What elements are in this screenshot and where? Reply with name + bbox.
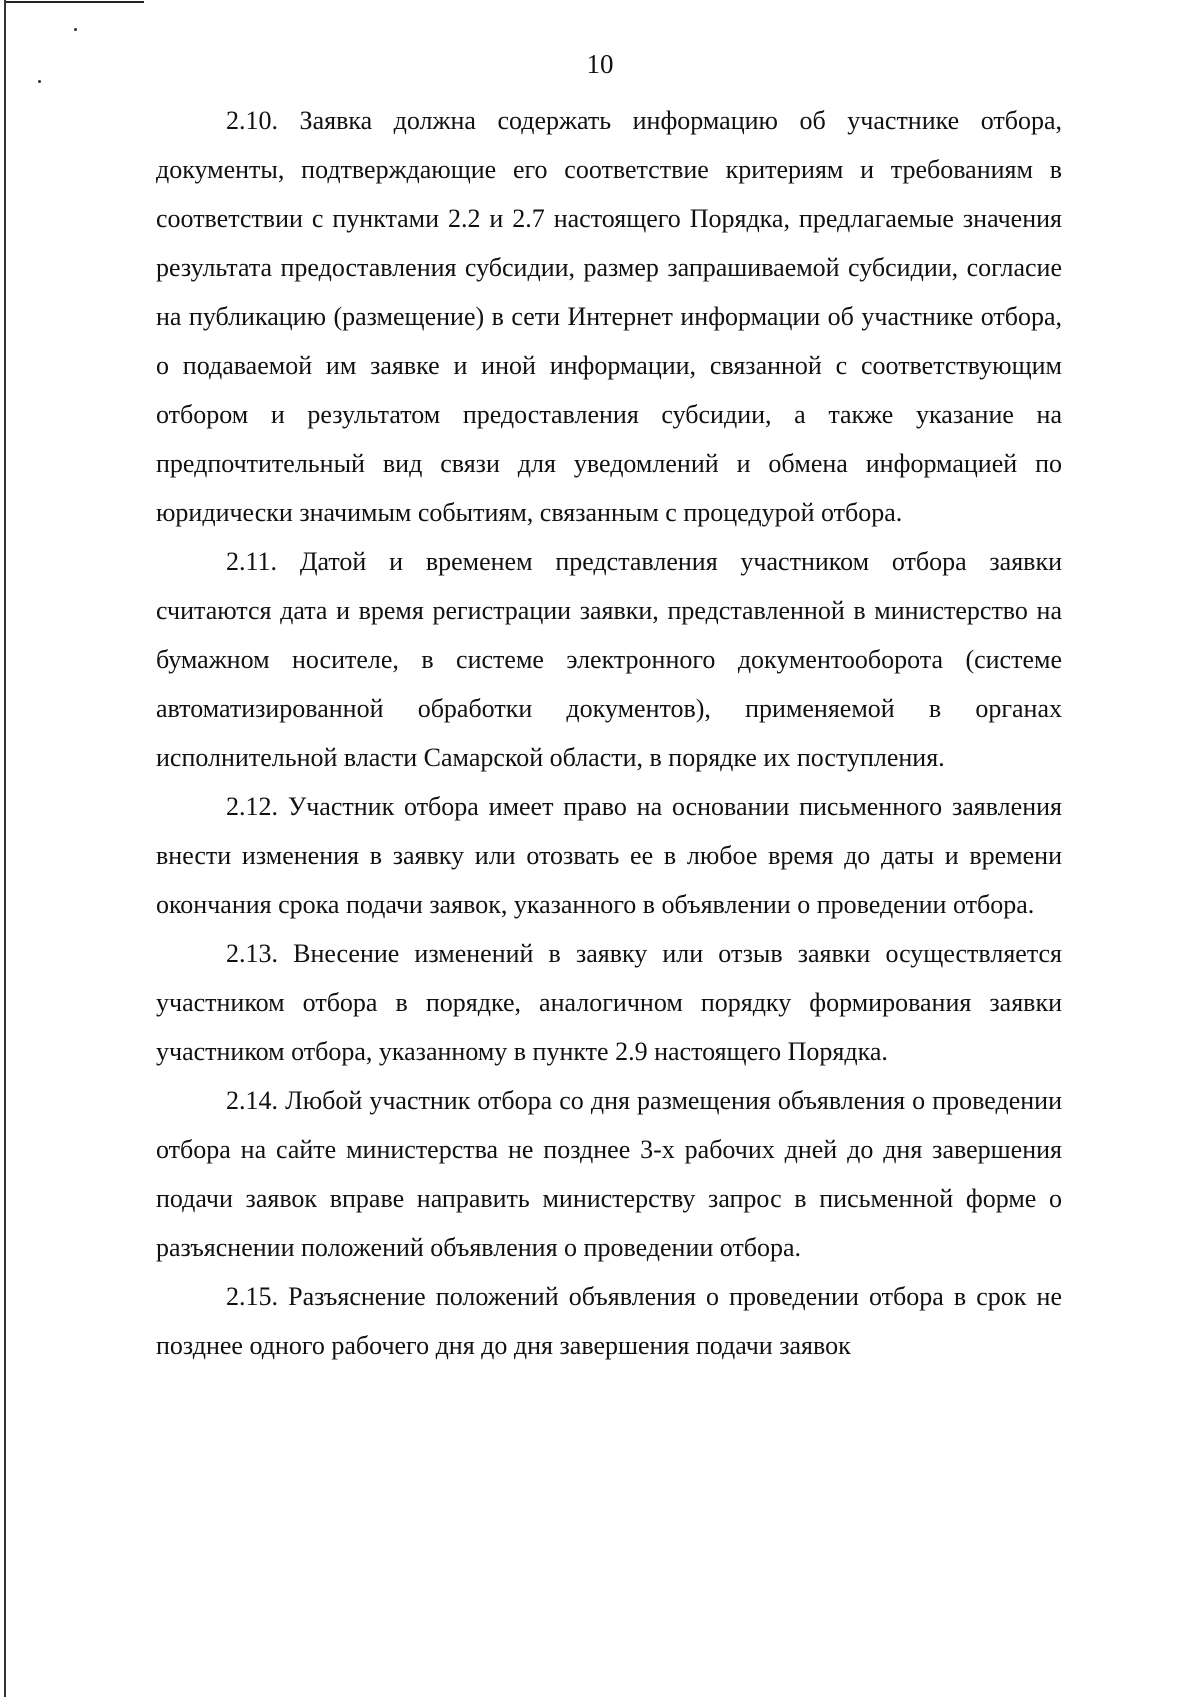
paragraph-2-11: 2.11. Датой и временем представления участником отбора заявки считаются дата и время регистрации заявки, представленной в министерство на бумажном носителе, в системе электронного документооборота (системе автоматизированной обработки документов), применяемой в органах исполнительной власти Самарской области, в порядке их поступления. [156,547,1062,772]
paragraph-2-14: 2.14. Любой участник отбора со дня размещения объявления о проведении отбора на сайте министерства не позднее 3-х рабочих дней до дня завершения подачи заявок вправе направить министерству запрос в письменной форме о разъяснении положений объявления о проведении отбора. [156,1086,1062,1262]
paragraph-2-15: 2.15. Разъяснение положений объявления о проведении отбора в срок не позднее одного рабочего дня до дня завершения подачи заявок [156,1282,1062,1360]
page-number: 10 [586,49,614,79]
scan-edge-top-line [4,1,144,3]
scan-speck [74,28,77,31]
scan-speck [38,80,41,83]
scan-edge-left-line [4,0,6,1697]
paragraph-2-12: 2.12. Участник отбора имеет право на основании письменного заявления внести изменения в заявку или отозвать ее в любое время до даты и времени окончания срока подачи заявок, указанного в объявлении о проведении отбора. [156,792,1062,919]
document-body [156,96,1062,1370]
paragraph-2-10: 2.10. Заявка должна содержать информацию об участнике отбора, документы, подтверждающие его соответствие критериям и требованиям в соответствии с пунктами 2.2 и 2.7 настоящего Порядка, предлагаемые значения результата предоставления субсидии, размер запрашиваемой субсидии, согласие на публикацию (размещение) в сети Интернет информации об участнике отбора, о подаваемой им заявке и иной информации, связанной с соответствующим отбором и результатом предоставления субсидии, а также указание на предпочтительный вид связи для уведомлений и обмена информацией по юридически значимым событиям, связанным с процедурой отбора. [156,106,1062,527]
paragraph-2-13: 2.13. Внесение изменений в заявку или отзыв заявки осуществляется участником отбора в порядке, аналогичном порядку формирования заявки участником отбора, указанному в пункте 2.9 настоящего Порядка. [156,939,1062,1066]
